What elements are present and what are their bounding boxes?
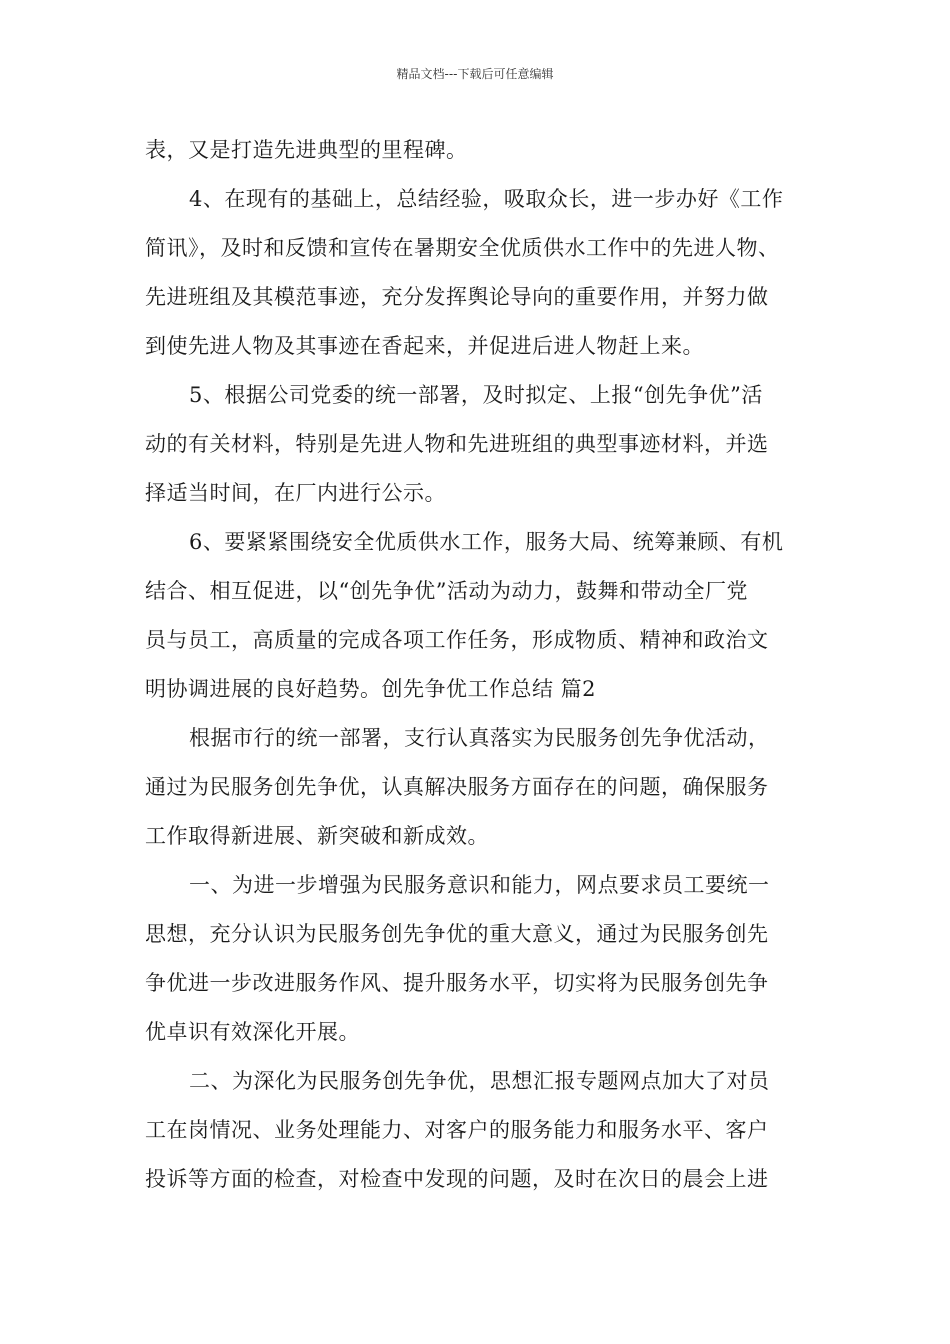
text-line: 简讯》，及时和反馈和宣传在暑期安全优质供水工作中的先进人物、 — [145, 236, 780, 260]
text-line: 明协调进展的良好趋势。创先争优工作总结 篇2 — [145, 677, 597, 701]
text-line: 结合、相互促进，以“创先争优”活动为动力，鼓舞和带动全厂党 — [145, 579, 748, 603]
paragraph-continuation — [145, 126, 815, 175]
text-line: 二、为深化为民服务创先争优，思想汇报专题网点加大了对员 — [189, 1069, 770, 1093]
paragraph-intro — [145, 714, 815, 861]
text-line: 择适当时间，在厂内进行公示。 — [145, 481, 446, 505]
text-line: 动的有关材料，特别是先进人物和先进班组的典型事迹材料，并选 — [145, 432, 769, 456]
paragraph-section-2 — [145, 1057, 815, 1204]
text-line: 表，又是打造先进典型的里程碑。 — [145, 138, 468, 162]
paragraph-item-6 — [145, 518, 815, 714]
text-line: 到使先进人物及其事迹在香起来，并促进后进人物赶上来。 — [145, 334, 704, 358]
text-line: 一、为进一步增强为民服务意识和能力，网点要求员工要统一 — [189, 873, 770, 897]
text-line: 工作取得新进展、新突破和新成效。 — [145, 824, 489, 848]
text-line: 争优进一步改进服务作风、提升服务水平，切实将为民服务创先争 — [145, 971, 769, 995]
text-line: 投诉等方面的检查，对检查中发现的问题，及时在次日的晨会上进 — [145, 1167, 769, 1191]
text-line: 6、要紧紧围绕安全优质供水工作，服务大局、统筹兼顾、有机 — [189, 530, 784, 554]
text-line: 先进班组及其模范事迹，充分发挥舆论导向的重要作用，并努力做 — [145, 285, 769, 309]
paragraph-section-1 — [145, 861, 815, 1057]
page-header: 精品文档---下载后可任意编辑 — [396, 67, 554, 81]
document-body — [145, 126, 815, 1204]
text-line: 5、根据公司党委的统一部署，及时拟定、上报“创先争优”活 — [189, 383, 763, 407]
paragraph-item-4 — [145, 175, 815, 371]
text-line: 工在岗情况、业务处理能力、对客户的服务能力和服务水平、客户 — [145, 1118, 769, 1142]
text-line: 通过为民服务创先争优，认真解决服务方面存在的问题，确保服务 — [145, 775, 769, 799]
text-line: 根据市行的统一部署，支行认真落实为民服务创先争优活动， — [189, 726, 770, 750]
text-line: 员与员工，高质量的完成各项工作任务，形成物质、精神和政治文 — [145, 628, 769, 652]
paragraph-item-5 — [145, 371, 815, 518]
text-line: 优卓识有效深化开展。 — [145, 1020, 360, 1044]
text-line: 4、在现有的基础上，总结经验，吸取众长，进一步办好《工作 — [189, 187, 784, 211]
text-line: 思想，充分认识为民服务创先争优的重大意义，通过为民服务创先 — [145, 922, 769, 946]
